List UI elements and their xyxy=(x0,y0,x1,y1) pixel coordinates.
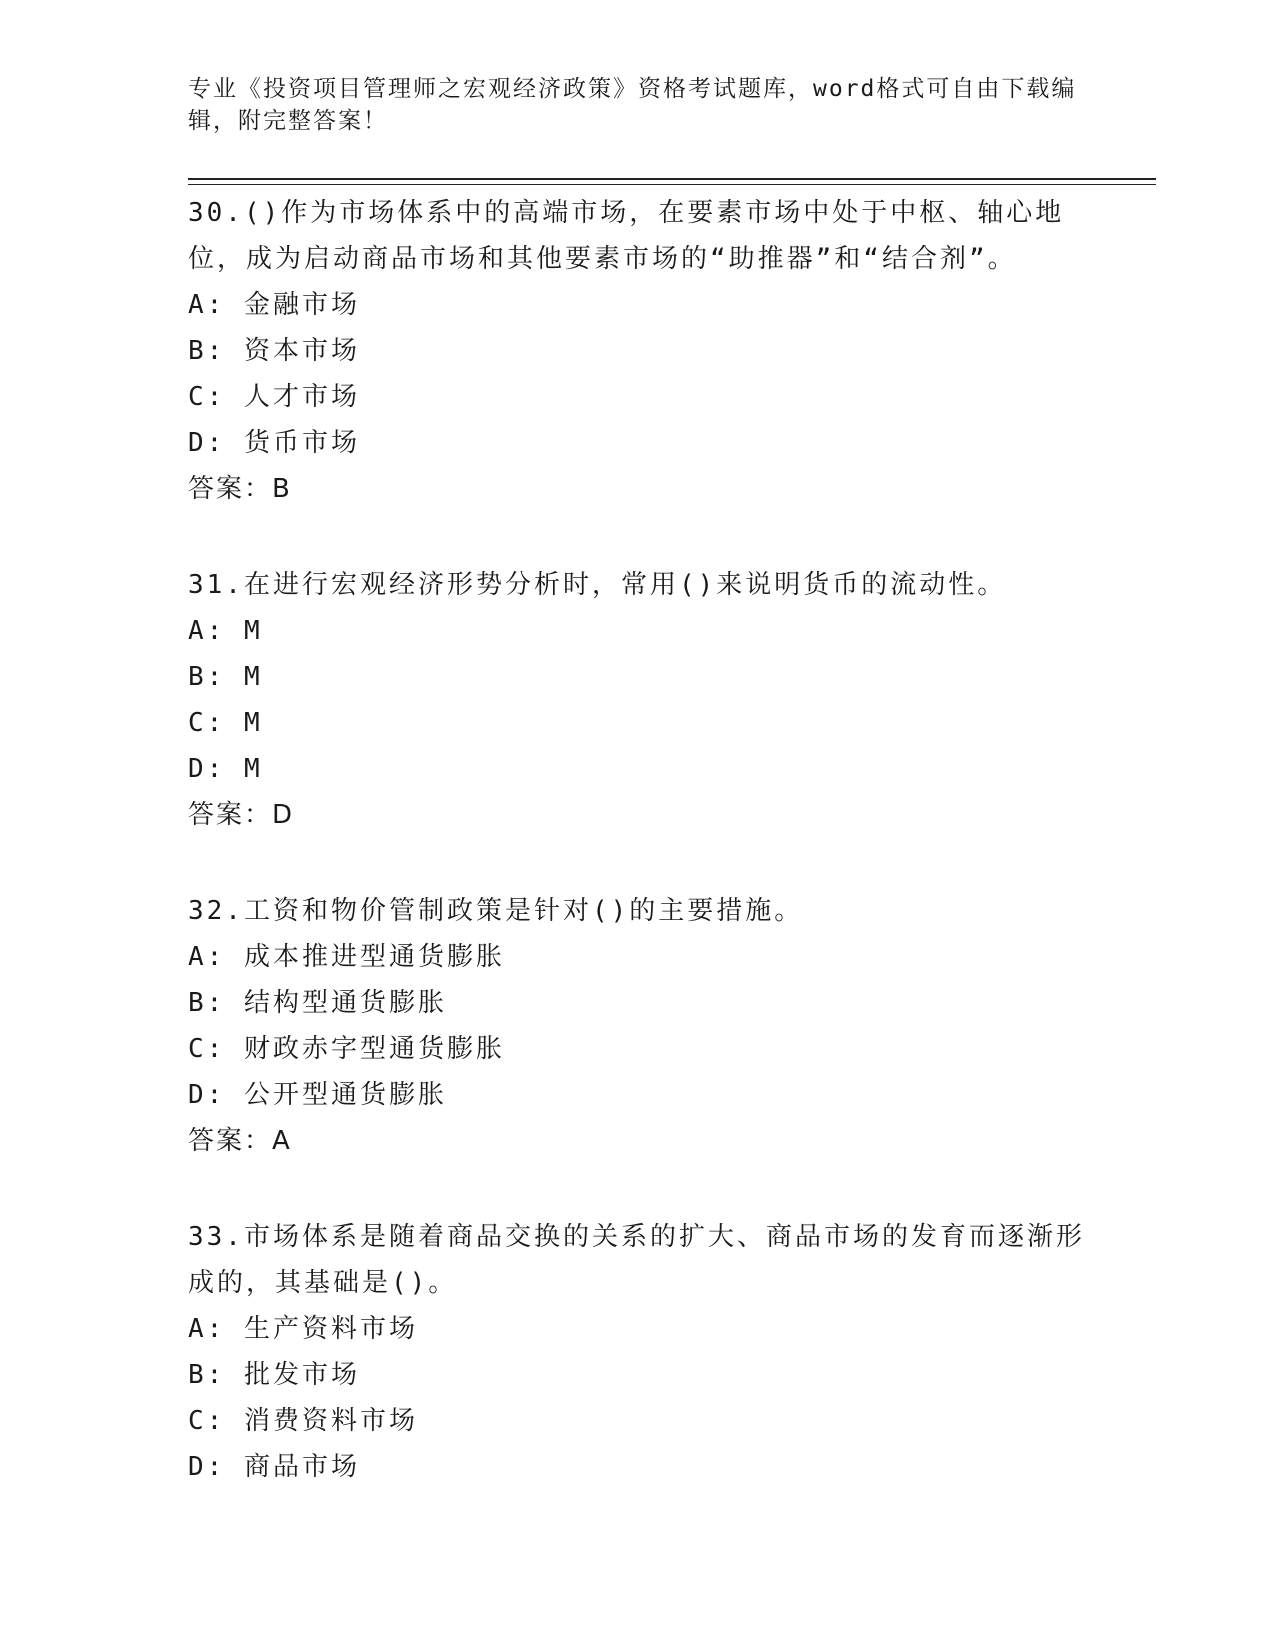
option-d: D: M xyxy=(188,754,263,784)
option-a: A: 成本推进型通货膨胀 xyxy=(188,942,505,972)
question-stem: 31.在进行宏观经济形势分析时，常用()来说明货币的流动性。 xyxy=(188,570,1007,600)
option-d: D: 商品市场 xyxy=(188,1452,360,1482)
header-divider-thin xyxy=(188,184,1156,185)
option-b: B: 结构型通货膨胀 xyxy=(188,988,447,1018)
option-c: C: 财政赤字型通货膨胀 xyxy=(188,1034,505,1064)
question-stem: 33.市场体系是随着商品交换的关系的扩大、商品市场的发育而逐渐形成的，其基础是()。 xyxy=(188,1222,1085,1298)
answer-line: 答案：A xyxy=(188,1126,292,1156)
answer-line: 答案：D xyxy=(188,800,295,830)
option-a: A: 金融市场 xyxy=(188,290,360,320)
question-item xyxy=(188,1214,1088,1490)
option-b: B: 资本市场 xyxy=(188,336,360,366)
question-stem: 32.工资和物价管制政策是针对()的主要措施。 xyxy=(188,896,804,926)
question-item xyxy=(188,190,1088,512)
option-d: D: 公开型通货膨胀 xyxy=(188,1080,447,1110)
header-divider xyxy=(188,178,1156,180)
question-list xyxy=(188,190,1088,1540)
question-item xyxy=(188,888,1088,1164)
option-a: A: M xyxy=(188,616,263,646)
document-header: 专业《投资项目管理师之宏观经济政策》资格考试题库，word格式可自由下载编辑，附完整答案！ xyxy=(188,76,1077,134)
option-c: C: 消费资料市场 xyxy=(188,1406,418,1436)
question-stem: 30.()作为市场体系中的高端市场，在要素市场中处于中枢、轴心地位，成为启动商品市场和其他要素市场的“助推器”和“结合剂”。 xyxy=(188,198,1065,274)
question-item xyxy=(188,562,1088,838)
option-c: C: M xyxy=(188,708,263,738)
option-d: D: 货币市场 xyxy=(188,428,360,458)
answer-line: 答案：B xyxy=(188,474,292,504)
option-b: B: M xyxy=(188,662,263,692)
option-c: C: 人才市场 xyxy=(188,382,360,412)
option-b: B: 批发市场 xyxy=(188,1360,360,1390)
option-a: A: 生产资料市场 xyxy=(188,1314,418,1344)
